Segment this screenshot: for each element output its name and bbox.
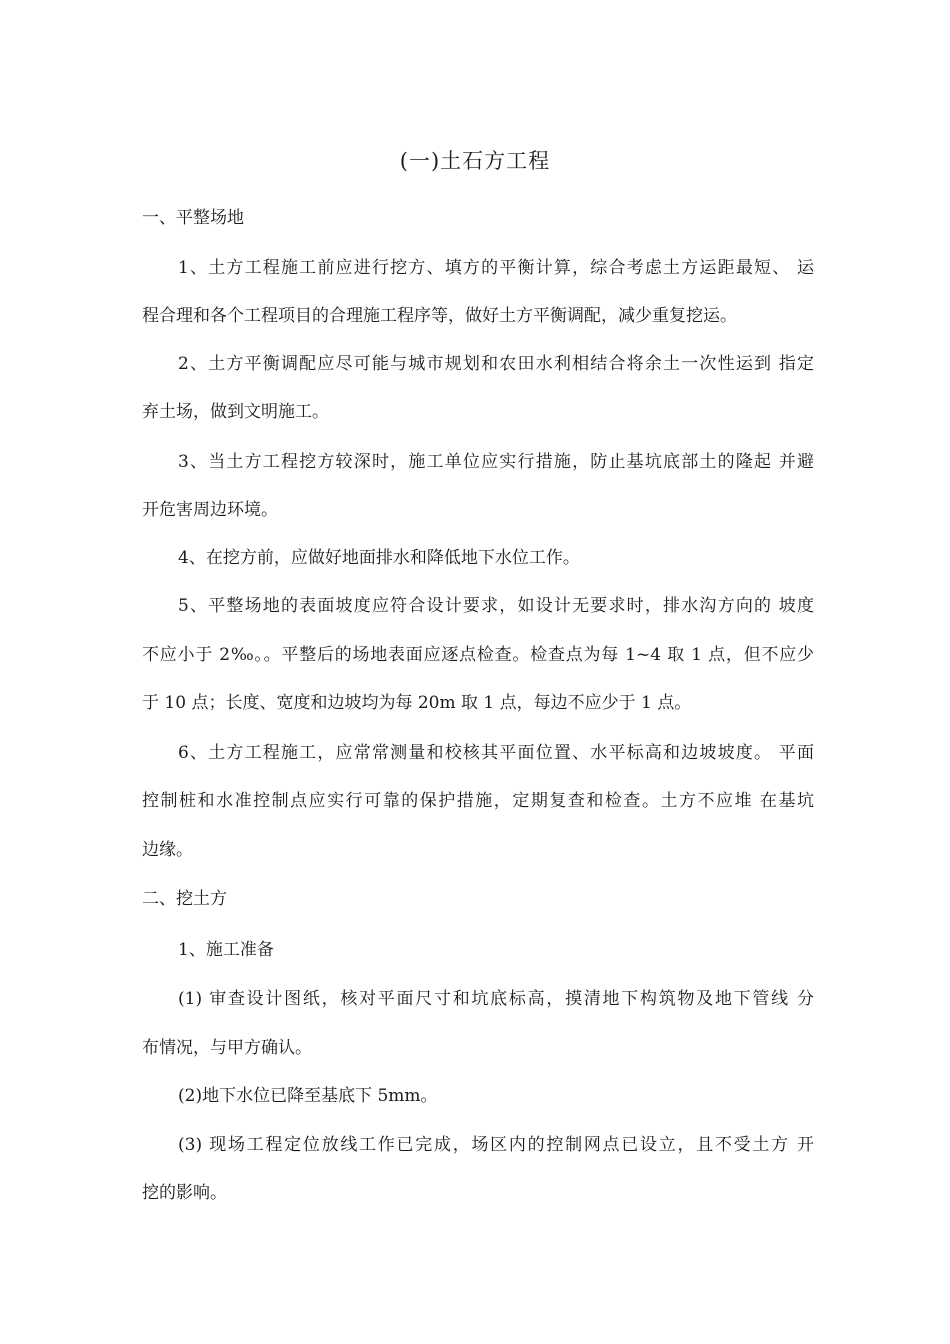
subsection-heading: 1、施工准备	[178, 940, 274, 960]
paragraph-4-line-1: 4、在挖方前，应做好地面排水和降低地下水位工作。	[178, 548, 580, 568]
item-1-line-1: (1) 审查设计图纸，核对平面尺寸和坑底标高，摸清地下构筑物及地下管线 分	[178, 989, 814, 1009]
document-title: (一)土石方工程	[399, 149, 551, 173]
section-heading-1: 一、平整场地	[142, 208, 244, 228]
paragraph-2-line-2: 弃土场，做到文明施工。	[142, 402, 329, 422]
paragraph-6-line-1: 6、土方工程施工，应常常测量和校核其平面位置、水平标高和边坡坡度。 平面	[178, 743, 814, 763]
paragraph-5-line-3: 于 10 点；长度、宽度和边坡均为每 20m 取 1 点，每边不应少于 1 点。	[142, 693, 692, 713]
item-3-line-2: 挖的影响。	[142, 1183, 227, 1203]
item-2-line-1: (2)地下水位已降至基底下 5mm。	[178, 1086, 438, 1106]
paragraph-3-line-1: 3、当土方工程挖方较深时，施工单位应实行措施，防止基坑底部土的隆起 并避	[178, 452, 814, 472]
item-3-line-1: (3) 现场工程定位放线工作已完成，场区内的控制网点已设立，且不受土方 开	[178, 1135, 814, 1155]
paragraph-2-line-1: 2、土方平衡调配应尽可能与城市规划和农田水利相结合将余土一次性运到 指定	[178, 354, 814, 374]
paragraph-5-line-1: 5、平整场地的表面坡度应符合设计要求，如设计无要求时，排水沟方向的 坡度	[178, 596, 814, 616]
paragraph-1-line-1: 1、土方工程施工前应进行挖方、填方的平衡计算，综合考虑土方运距最短、 运	[178, 258, 814, 278]
paragraph-3-line-2: 开危害周边环境。	[142, 500, 278, 520]
paragraph-6-line-2: 控制桩和水准控制点应实行可靠的保护措施，定期复查和检查。土方不应堆 在基坑	[142, 791, 814, 811]
paragraph-5-line-2: 不应小于 2‰。。平整后的场地表面应逐点检查。检查点为每 1~4 取 1 点，但不应少	[142, 645, 814, 665]
paragraph-1-line-2: 程合理和各个工程项目的合理施工程序等，做好土方平衡调配，减少重复挖运。	[142, 306, 737, 326]
item-1-line-2: 布情况，与甲方确认。	[142, 1038, 312, 1058]
paragraph-6-line-3: 边缘。	[142, 840, 193, 860]
section-heading-2: 二、挖土方	[142, 889, 227, 909]
